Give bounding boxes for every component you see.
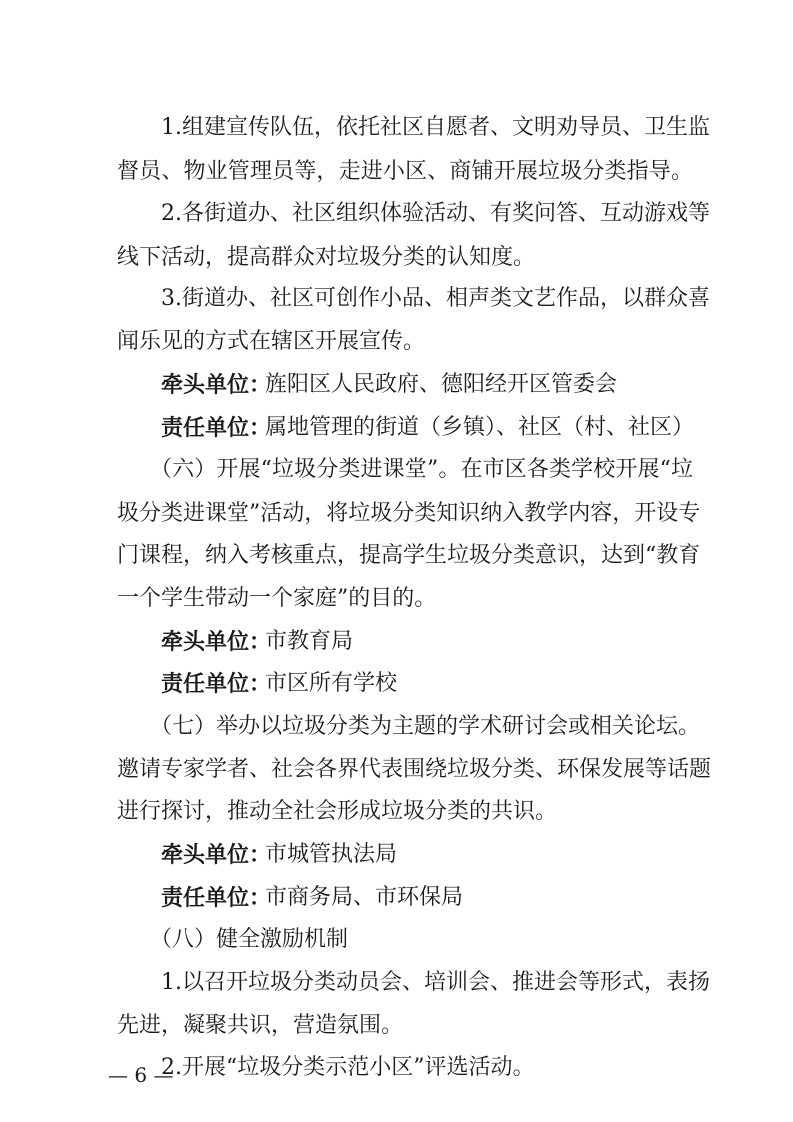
lead-unit-label: 牵头单位： (161, 629, 272, 655)
lead-unit-value: 市教育局 (265, 629, 354, 654)
responsible-unit-label: 责任单位： (161, 671, 272, 697)
lead-unit-label: 牵头单位： (161, 842, 272, 868)
body-text: 督员、物业管理员等，走进小区、商铺开展垃圾分类指导。 (117, 159, 693, 184)
responsible-unit-label: 责任单位： (161, 415, 272, 441)
body-text: 线下活动，提高群众对垃圾分类的认知度。 (117, 245, 536, 270)
body-text: 3.街道办、社区可创作小品、相声类文艺作品，以群众喜 (161, 286, 710, 311)
lead-unit-value: 旌阳区人民政府、德阳经开区管委会 (265, 372, 618, 397)
section-heading: （八）健全激励机制 (150, 927, 349, 952)
responsible-unit-value: 市区所有学校 (265, 671, 398, 696)
body-text: 闻乐见的方式在辖区开展宣传。 (117, 329, 426, 354)
responsible-unit-value: 市商务局、市环保局 (265, 885, 464, 910)
responsible-unit-label: 责任单位： (161, 885, 272, 911)
body-text: 2.各街道办、社区组织体验活动、有奖问答、互动游戏等 (161, 201, 710, 226)
body-text: 2.开展“垃圾分类示范小区”评选活动。 (161, 1055, 535, 1080)
body-text: 先进，凝聚共识，营造氛围。 (117, 1013, 404, 1038)
body-text: （七）举办以垃圾分类为主题的学术研讨会或相关论坛。 (150, 714, 701, 739)
body-text: 进行探讨，推动全社会形成垃圾分类的共识。 (117, 799, 558, 824)
page-number: — 6 — (108, 1063, 174, 1087)
lead-unit-label: 牵头单位： (161, 372, 272, 398)
body-text: 1.以召开垃圾分类动员会、培训会、推进会等形式，表扬 (161, 970, 710, 995)
responsible-unit-value: 属地管理的街道（乡镇）、社区（村、社区） (265, 415, 695, 440)
body-text: 邀请专家学者、社会各界代表围绕垃圾分类、环保发展等话题 (117, 757, 712, 782)
body-text: 门课程，纳入考核重点，提高学生垃圾分类意识，达到“教育 (117, 543, 701, 568)
body-text: 圾分类进课堂”活动，将垃圾分类知识纳入教学内容，开设专 (117, 501, 701, 526)
lead-unit-value: 市城管执法局 (265, 842, 398, 867)
body-text: 一个学生带动一个家庭”的目的。 (117, 586, 437, 611)
body-text: （六）开展“垃圾分类进课堂”。在市区各类学校开展“垃 (150, 457, 693, 482)
body-text: 1.组建宣传队伍，依托社区自愿者、文明劝导员、卫生监 (161, 115, 710, 140)
